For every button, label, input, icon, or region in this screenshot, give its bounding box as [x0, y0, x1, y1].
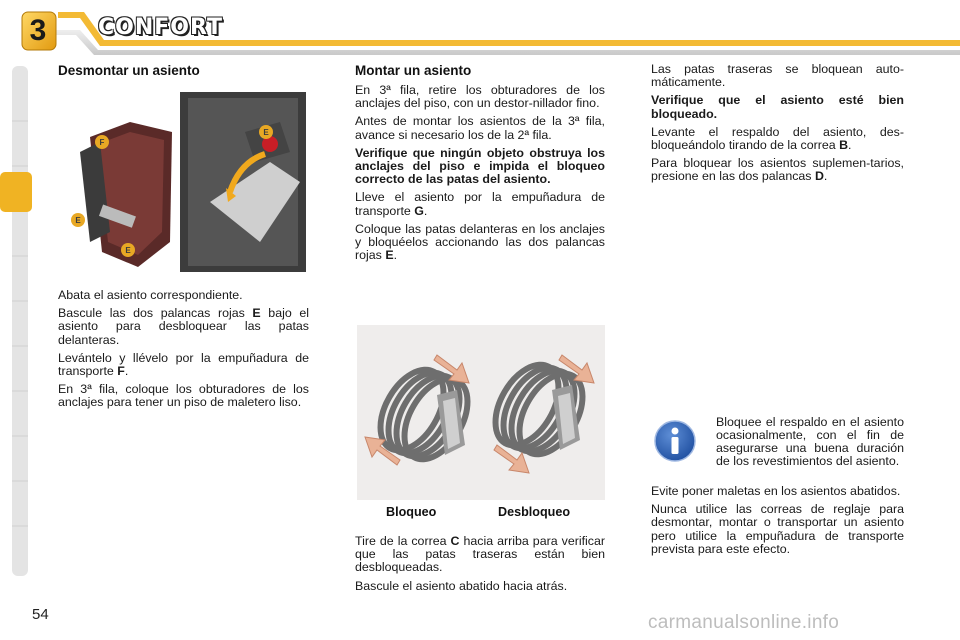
info-icon [653, 419, 697, 463]
paragraph: Abata el asiento correspondiente. [58, 288, 243, 302]
remove-seat-instructions [58, 289, 309, 415]
paragraph: Tire de la correa C hacia arriba para verificar que las patas traseras están bien desbloqueadas. [355, 534, 605, 575]
paragraph: Antes de montar los asientos de la 3ª fila, avance si necesario los de la 2ª fila. [355, 114, 605, 142]
chapter-tab-strip [0, 66, 34, 576]
callout-label-e: E [75, 216, 81, 225]
caption-locked: Bloqueo [386, 505, 437, 519]
paragraph: En 3ª fila, coloque los obturadores de los anclajes para tener un piso de maletero liso. [58, 382, 309, 410]
section-heading-install-seat: Montar un asiento [355, 63, 472, 78]
paragraph: Coloque las patas delanteras en los anclajes y bloquéelos accionando las dos palancas rojas E. [355, 221, 605, 263]
paragraph: Las patas traseras se bloquean auto-máticamente. [651, 62, 904, 90]
callout-label-e: E [125, 246, 131, 255]
paragraph: Evite poner maletas en los asientos abatidos. [651, 484, 901, 498]
paragraph: Bascule el asiento abatido hacia atrás. [355, 578, 568, 593]
install-seat-instructions [355, 84, 605, 267]
paragraph: Nunca utilice las correas de reglaje para desmontar, montar o transportar un asiento pero utilice la empuñadura de transporte prevista para este efecto. [651, 502, 904, 556]
paragraph: Para bloquear los asientos suplemen-tarios, presione en las dos palancas D. [651, 156, 904, 184]
warning-paragraph: Verifique que ningún objeto obstruya los anclajes del piso e impida el bloqueo correcto de las patas del asiento. [355, 145, 605, 187]
info-note [716, 416, 904, 473]
paragraph: Bascule las dos palancas rojas E bajo el asiento para desbloquear las patas delanteras. [58, 306, 309, 347]
paragraph: Levante el respaldo del asiento, des-bloqueándolo tirando de la correa B. [651, 124, 904, 153]
install-seat-instructions-continued [355, 535, 605, 598]
chapter-title: CONFORT [98, 15, 223, 40]
page-number: 54 [32, 606, 49, 623]
install-seat-instructions-right [651, 63, 904, 189]
paragraph: Levántelo y llévelo por la empuñadura de transporte F. [58, 350, 309, 379]
caption-unlocked: Desbloqueo [498, 505, 571, 519]
paragraph: Lleve el asiento por la empuñadura de transporte G. [355, 190, 605, 218]
paragraph: En 3ª fila, retire los obturadores de los anclajes del piso, con un destor-nillador fino. [355, 83, 605, 111]
lock-unlock-illustration [357, 325, 605, 500]
warning-paragraph: Verifique que el asiento esté bien bloqueado. [651, 93, 904, 121]
chapter-number: 3 [29, 14, 47, 47]
seat-removal-illustration [60, 92, 306, 272]
info-paragraph: Bloquee el respaldo en el asiento ocasionalmente, con el fin de asegurarse una buena duración de los revestimientos del asiento. [716, 415, 904, 468]
watermark: carmanualsonline.info [648, 612, 840, 633]
section-heading-remove-seat: Desmontar un asiento [58, 63, 200, 78]
info-note-continued [651, 485, 904, 561]
callout-label-e: E [263, 128, 269, 137]
callout-label-f: F [99, 138, 105, 147]
